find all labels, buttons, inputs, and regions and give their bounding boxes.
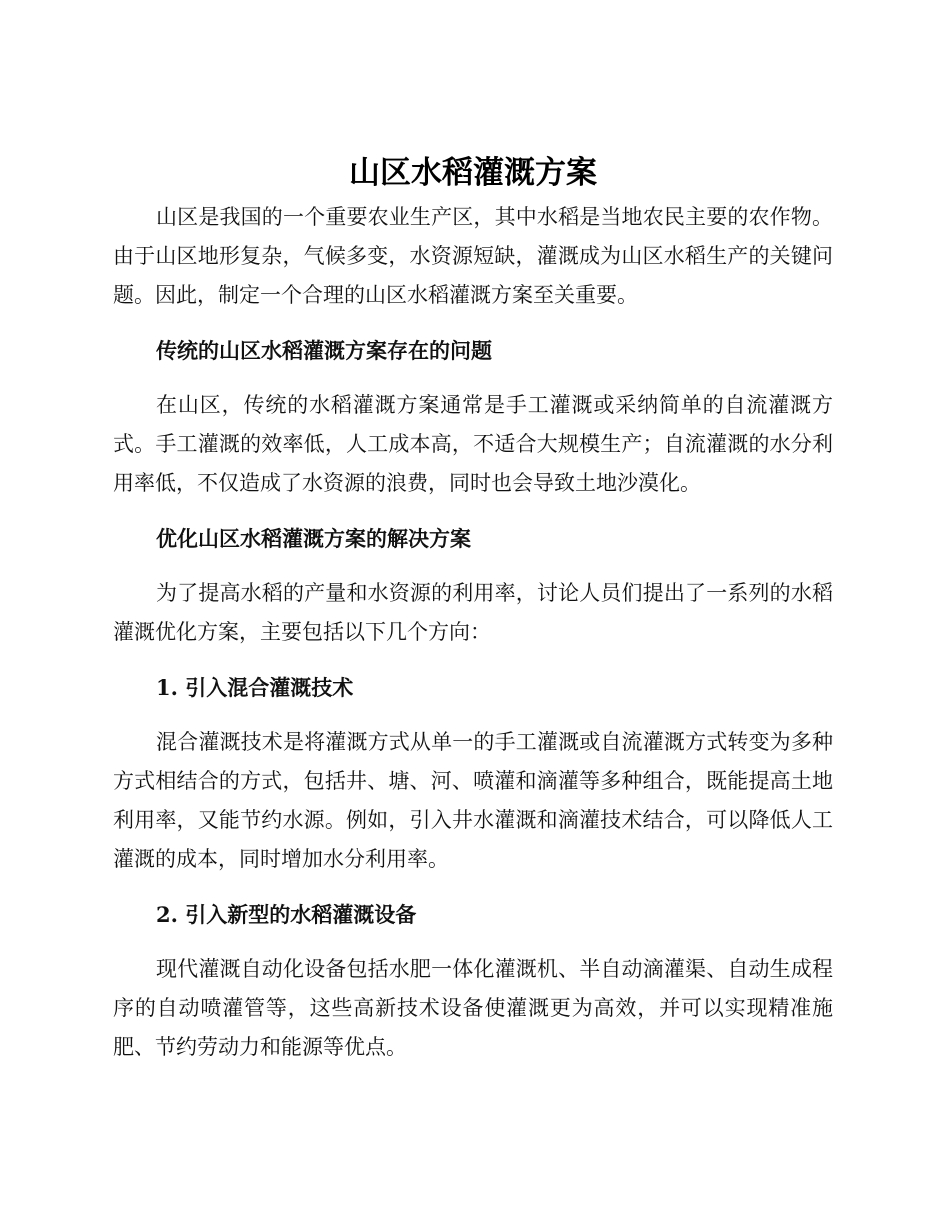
section-paragraph-problems: 在山区，传统的水稻灌溉方案通常是手工灌溉或采纳简单的自流灌溉方式。手工灌溉的效率低，人工成本高，不适合大规模生产；自流灌溉的水分利用率低，不仅造成了水资源的浪费，同时也会导致土地沙漠化。 (113, 393, 833, 495)
subsection-heading-new-equipment: 2. 引入新型的水稻灌溉设备 (156, 902, 417, 927)
section-heading-problems: 传统的山区水稻灌溉方案存在的问题 (156, 338, 492, 363)
subsection-heading-mixed-irrigation: 1. 引入混合灌溉技术 (156, 675, 354, 700)
subsection-paragraph-new-equipment: 现代灌溉自动化设备包括水肥一体化灌溉机、半自动滴灌渠、自动生成程序的自动喷灌管等，这些高新技术设备使灌溉更为高效，并可以实现精准施肥、节约劳动力和能源等优点。 (113, 957, 833, 1059)
section-heading-solutions: 优化山区水稻灌溉方案的解决方案 (156, 526, 471, 551)
section-paragraph-solutions: 为了提高水稻的产量和水资源的利用率，讨论人员们提出了一系列的水稻灌溉优化方案，主要包括以下几个方向： (113, 581, 833, 644)
document-title: 山区水稻灌溉方案 (349, 155, 597, 191)
document-body (113, 150, 833, 1067)
subsection-paragraph-mixed-irrigation: 混合灌溉技术是将灌溉方式从单一的手工灌溉或自流灌溉方式转变为多种方式相结合的方式，包括井、塘、河、喷灌和滴灌等多种组合，既能提高土地利用率，又能节约水源。例如，引入井水灌溉和滴灌技术结合，可以降低人工灌溉的成本，同时增加水分利用率。 (113, 730, 833, 871)
intro-paragraph: 山区是我国的一个重要农业生产区，其中水稻是当地农民主要的农作物。由于山区地形复杂，气候多变，水资源短缺，灌溉成为山区水稻生产的关键问题。因此，制定一个合理的山区水稻灌溉方案至关重要。 (113, 205, 833, 307)
